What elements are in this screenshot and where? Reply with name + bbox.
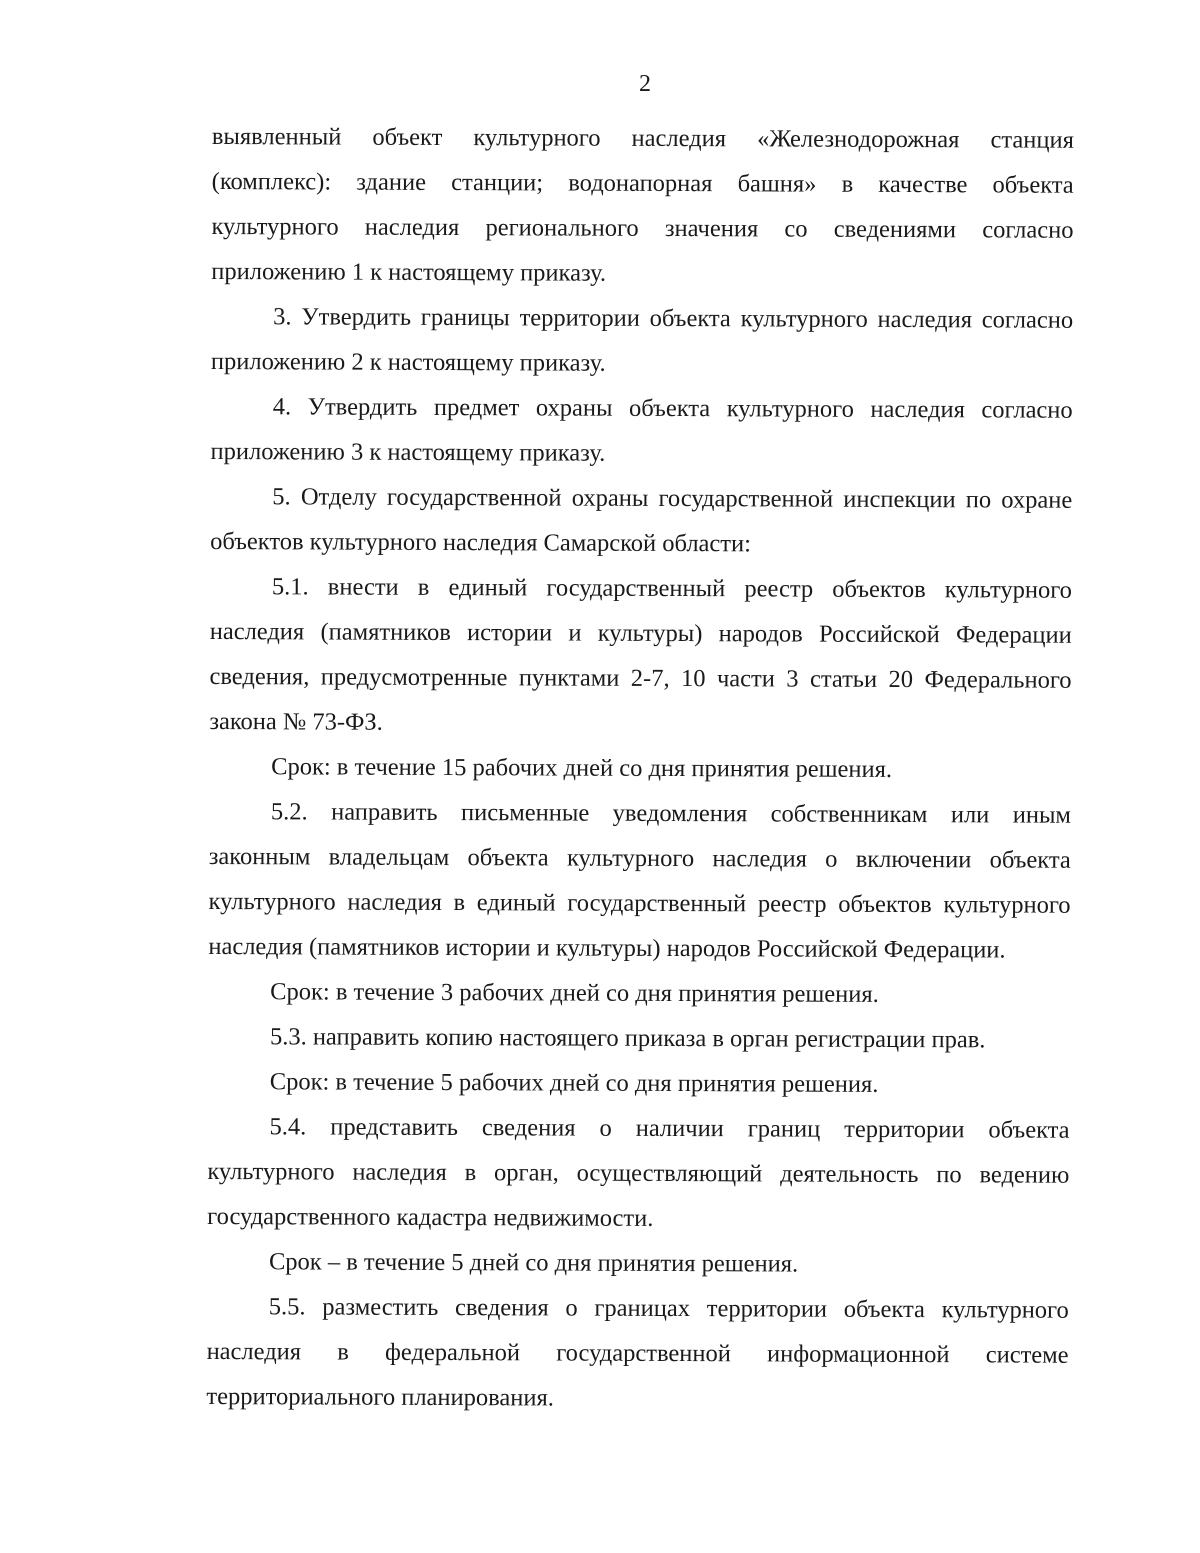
paragraph-term-5-4: Срок – в течение 5 дней со дня принятия решения. <box>268 1248 799 1278</box>
document-body <box>206 114 1074 1423</box>
paragraph-term-5-3: Срок: в течение 5 рабочих дней со дня принятия решения. <box>269 1068 879 1098</box>
paragraph-item-3: 3. Утвердить границы территории объекта культурного наследия согласно приложению 2 к настоящему приказу. <box>210 303 1074 377</box>
paragraph-item-5-1: 5.1. внести в единый государственный реестр объектов культурного наследия (памятников истории и культуры) народов Российской Федерации сведения, предусмотренные пунктами 2-7, 10 части 3 статьи 20 Федерального закона № 73-ФЗ. <box>209 573 1072 736</box>
paragraph-term-5-2: Срок: в течение 3 рабочих дней со дня принятия решения. <box>270 978 879 1008</box>
paragraph-continuation: выявленный объект культурного наследия «Железнодорожная станция (комплекс): здание станции; водонапорная башня» в качестве объекта культурного наследия регионального значения со сведениями согласно приложению 1 к настоящему приказу. <box>211 122 1074 287</box>
page-number: 2 <box>639 71 651 97</box>
paragraph-term-5-1: Срок: в течение 15 рабочих дней со дня принятия решения. <box>271 753 893 783</box>
paragraph-item-5: 5. Отделу государственной охраны государственной инспекции по охране объектов культурного наследия Самарской области: <box>210 483 1073 558</box>
paragraph-item-5-3: 5.3. направить копию настоящего приказа в орган регистрации прав. <box>269 1023 986 1054</box>
paragraph-item-5-4: 5.4. представить сведения о наличии границ территории объекта культурного наследия в орган, осуществляющий деятельность по ведению государственного кадастра недвижимости. <box>207 1113 1070 1232</box>
paragraph-item-4: 4. Утвердить предмет охраны объекта культурного наследия согласно приложению 3 к настоящему приказу. <box>210 393 1073 467</box>
paragraph-item-5-5: 5.5. разместить сведения о границах территории объекта культурного наследия в федеральной государственной информационной системе территориального планирования. <box>206 1293 1069 1412</box>
paragraph-item-5-2: 5.2. направить письменные уведомления собственникам или иным законным владельцам объекта культурного наследия о включении объекта культурного наследия в единый государственный реестр объектов культурного наследия (памятников истории и культуры) народов Российской Федерации. <box>208 798 1072 964</box>
